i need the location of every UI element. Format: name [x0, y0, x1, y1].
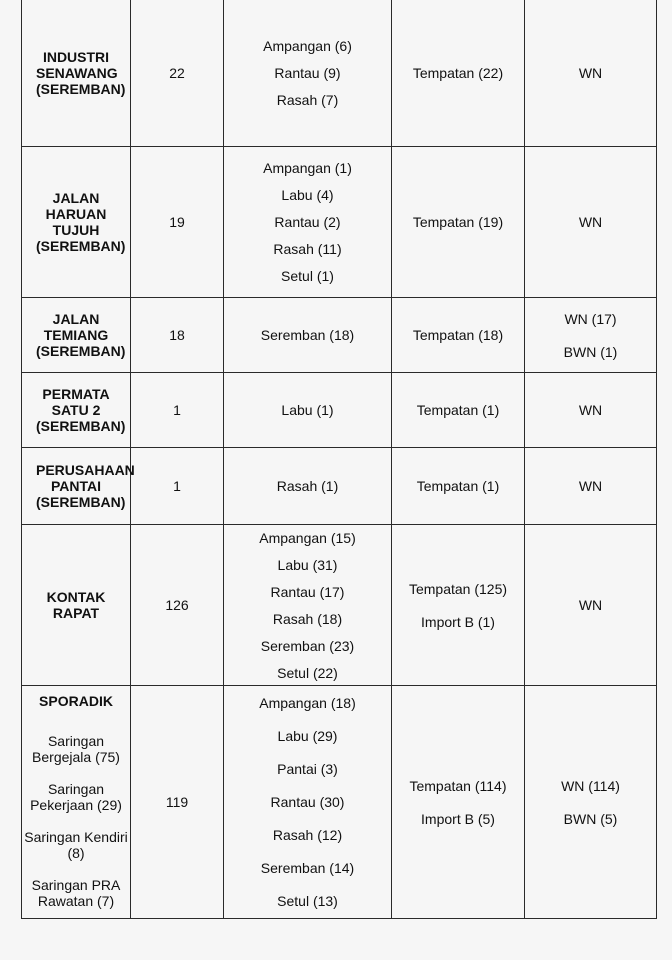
cluster-name-cell	[22, 0, 131, 147]
area-breakdown-item: Rantau (2)	[274, 214, 341, 230]
table-row	[22, 373, 657, 448]
area-breakdown-item: Ampangan (15)	[259, 529, 356, 546]
source-breakdown-item: Tempatan (114)	[409, 777, 507, 794]
case-total: 126	[165, 597, 189, 613]
source-breakdown-cell	[392, 525, 525, 686]
area-breakdown-item: Setul (1)	[281, 268, 334, 284]
source-breakdown-cell	[392, 298, 525, 373]
case-total: 1	[173, 402, 181, 418]
cluster-table	[21, 0, 657, 919]
cluster-name-cell	[22, 298, 131, 373]
area-breakdown-cell	[224, 298, 392, 373]
source-breakdown-cell	[392, 0, 525, 147]
screening-category: Saringan Bergejala (75)	[32, 733, 120, 765]
area-breakdown-item: Rasah (12)	[272, 827, 343, 843]
area-breakdown-item: Setul (22)	[277, 664, 338, 681]
cluster-name: PERMATA SATU 2 (SEREMBAN)	[36, 386, 126, 434]
area-breakdown-item: Ampangan (1)	[263, 160, 352, 176]
table-row	[22, 448, 657, 525]
area-breakdown-item: Rantau (30)	[270, 794, 345, 810]
area-breakdown-cell	[224, 525, 392, 686]
screening-category: Saringan Kendiri (8)	[24, 829, 128, 861]
case-total-cell	[131, 298, 224, 373]
case-total-cell	[131, 525, 224, 686]
cluster-name: INDUSTRI SENAWANG (SEREMBAN)	[36, 48, 126, 97]
cluster-name-cell	[22, 147, 131, 298]
source-breakdown-item: Import B (1)	[421, 613, 495, 630]
area-breakdown-item: Labu (1)	[281, 402, 334, 418]
citizenship-breakdown-cell	[525, 525, 657, 686]
case-total: 22	[169, 64, 185, 81]
area-breakdown-cell	[224, 147, 392, 298]
source-breakdown-cell	[392, 448, 525, 525]
source-breakdown-cell	[392, 147, 525, 298]
citizenship-breakdown-item: WN	[578, 64, 603, 81]
area-breakdown-item: Ampangan (6)	[263, 37, 352, 54]
cluster-name-cell	[22, 686, 131, 919]
area-breakdown-item: Seremban (14)	[260, 860, 355, 876]
cluster-name: JALAN HARUAN TUJUH (SEREMBAN)	[36, 190, 126, 254]
source-breakdown-item: Tempatan (1)	[416, 402, 500, 418]
area-breakdown-cell	[224, 686, 392, 919]
table-row	[22, 686, 657, 919]
area-breakdown-item: Rasah (7)	[276, 91, 339, 108]
area-breakdown-item: Pantai (3)	[277, 761, 338, 777]
source-breakdown-cell	[392, 373, 525, 448]
area-breakdown-item: Rasah (11)	[273, 241, 342, 257]
citizenship-breakdown-item: WN	[578, 478, 603, 494]
source-breakdown-item: Tempatan (125)	[408, 580, 508, 597]
source-breakdown-cell	[392, 686, 525, 919]
area-breakdown-item: Rantau (17)	[270, 583, 345, 600]
citizenship-breakdown-cell	[525, 0, 657, 147]
area-breakdown-item: Rasah (18)	[272, 610, 343, 627]
source-breakdown-item: Import B (5)	[421, 810, 495, 827]
area-breakdown-item: Rantau (9)	[274, 64, 341, 81]
citizenship-breakdown-cell	[525, 448, 657, 525]
area-breakdown-item: Labu (4)	[281, 187, 334, 203]
case-total-cell	[131, 373, 224, 448]
cluster-name: KONTAK RAPAT	[46, 589, 106, 621]
table-row	[22, 147, 657, 298]
citizenship-breakdown-item: BWN (1)	[563, 343, 618, 360]
area-breakdown-cell	[224, 448, 392, 525]
citizenship-breakdown-item: WN (114)	[561, 777, 620, 794]
cluster-name: SPORADIK	[39, 693, 113, 709]
case-total-cell	[131, 0, 224, 147]
citizenship-breakdown-item: WN	[578, 402, 603, 418]
area-breakdown-item: Ampangan (18)	[259, 695, 356, 711]
cluster-name: JALAN TEMIANG (SEREMBAN)	[36, 311, 126, 359]
source-breakdown-item: Tempatan (18)	[412, 327, 504, 343]
citizenship-breakdown-cell	[525, 686, 657, 919]
screening-category: Saringan PRA Rawatan (7)	[31, 877, 121, 909]
area-breakdown-cell	[224, 373, 392, 448]
table-row	[22, 525, 657, 686]
case-total: 1	[173, 478, 181, 494]
area-breakdown-item: Labu (31)	[277, 556, 338, 573]
area-breakdown-cell	[224, 0, 392, 147]
table-row	[22, 298, 657, 373]
case-total: 119	[165, 794, 189, 810]
cluster-name-cell	[22, 373, 131, 448]
citizenship-breakdown-cell	[525, 298, 657, 373]
citizenship-breakdown-cell	[525, 373, 657, 448]
area-breakdown-item: Seremban (18)	[260, 327, 355, 343]
area-breakdown-item: Seremban (23)	[260, 637, 355, 654]
case-total-cell	[131, 147, 224, 298]
source-breakdown-item: Tempatan (22)	[412, 64, 504, 81]
citizenship-breakdown-item: WN	[578, 597, 603, 613]
source-breakdown-item: Tempatan (19)	[412, 214, 504, 230]
area-breakdown-item: Labu (29)	[277, 728, 338, 744]
citizenship-breakdown-item: WN	[578, 214, 603, 230]
case-total-cell	[131, 686, 224, 919]
citizenship-breakdown-cell	[525, 147, 657, 298]
cluster-name-cell	[22, 448, 135, 525]
area-breakdown-item: Setul (13)	[277, 893, 338, 909]
cluster-name-cell	[22, 525, 131, 686]
citizenship-breakdown-item: BWN (5)	[563, 810, 618, 827]
screening-category: Saringan Pekerjaan (29)	[30, 781, 122, 813]
table-row	[22, 0, 657, 147]
source-breakdown-item: Tempatan (1)	[416, 478, 500, 494]
case-total: 19	[169, 214, 185, 230]
case-total: 18	[169, 327, 185, 343]
citizenship-breakdown-item: WN (17)	[564, 310, 617, 327]
area-breakdown-item: Rasah (1)	[276, 478, 339, 494]
case-total-cell	[131, 448, 224, 525]
cluster-name: PERUSAHAAN PANTAI (SEREMBAN)	[36, 462, 135, 510]
